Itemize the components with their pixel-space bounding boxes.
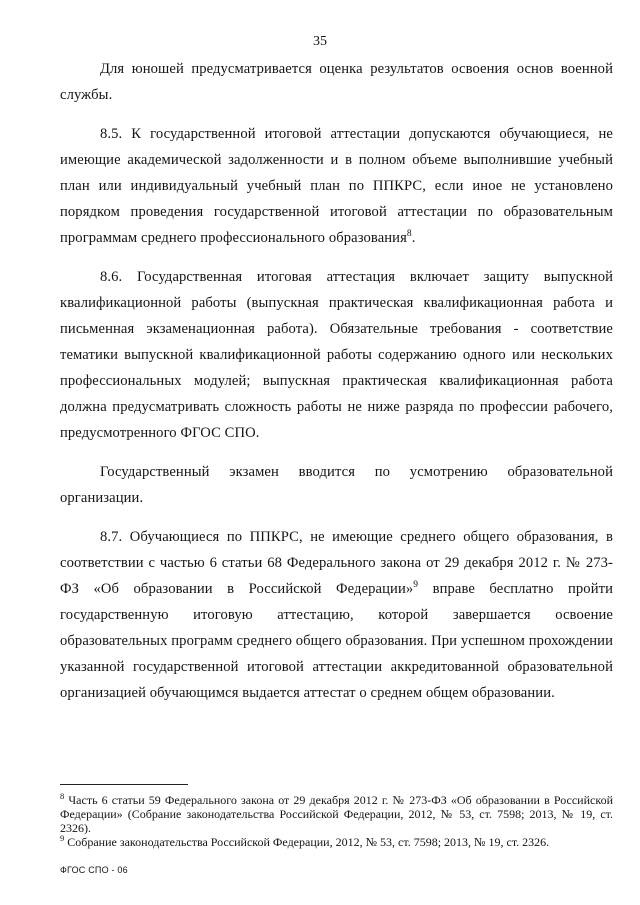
paragraph-8-7 [60,524,613,706]
footnote-divider [60,784,188,785]
footnote-8 [60,793,613,835]
footnote-marker: 8 [60,791,65,801]
paragraph-military-service [60,56,613,108]
page-number: 35 [313,34,327,49]
paragraph-tail: . [411,230,416,246]
document-code: ФГОС СПО - 06 [60,865,128,875]
paragraph-8-6 [60,264,613,446]
footnote-9 [60,835,613,849]
paragraph-text: 8.7. Обучающиеся по ППКРС, не имеющие среднего общего образования, в соответствии с частью 6 статьи 68 Федерального закона от 29 декабря 2012 г. № 273-ФЗ «Об образовании в Российской Федерации» [60,529,613,597]
paragraph-text: Для юношей предусматривается оценка результатов освоения основ военной службы. [60,61,613,103]
footnote-text: Часть 6 статьи 59 Федерального закона от 29 декабря 2012 г. № 273-ФЗ «Об образовании в Российской Федерации» (Собрание законодательства Российской Федерации, 2012, № 53, ст. 7598; 2013, № 19, ст. 2326). [60,793,613,835]
paragraph-8-5 [60,121,613,251]
paragraph-text: Государственный экзамен вводится по усмотрению образовательной организации. [60,464,613,506]
paragraph-text-continued: вправе бесплатно пройти государственную итоговую аттестацию, которой завершается освоение образовательных программ среднего общего образования. При успешном прохождении указанной государственной итоговой аттестации аккредитованной образовательной организацией обучающимся выдается аттестат о среднем общем образовании. [60,581,613,701]
footnote-ref-8[interactable]: 8 [406,229,412,240]
footnote-ref-9[interactable]: 9 [413,580,419,591]
paragraph-state-exam [60,459,613,511]
footnote-text: Собрание законодательства Российской Федерации, 2012, № 53, ст. 7598; 2013, № 19, ст. 2326. [64,835,550,849]
paragraph-text: 8.5. К государственной итоговой аттестации допускаются обучающиеся, не имеющие академической задолженности и в полном объеме выполнившие учебный план или индивидуальный учебный план по ППКРС, если иное не установлено порядком проведения государственной итоговой аттестации по образовательным программам среднего профессионального образования [60,126,613,246]
body-text [60,56,613,719]
paragraph-text: 8.6. Государственная итоговая аттестация включает защиту выпускной квалификационной работы (выпускная практическая квалификационная работа и письменная экзаменационная работа). Обязательные требования - соответствие тематики выпускной квалификационной работы содержанию одного или нескольких профессиональных модулей; выпускная практическая квалификационная работа должна предусматривать сложность работы не ниже разряда по профессии рабочего, предусмотренного ФГОС СПО. [60,269,613,441]
footnote-marker: 9 [60,833,65,843]
footnotes [60,784,613,849]
